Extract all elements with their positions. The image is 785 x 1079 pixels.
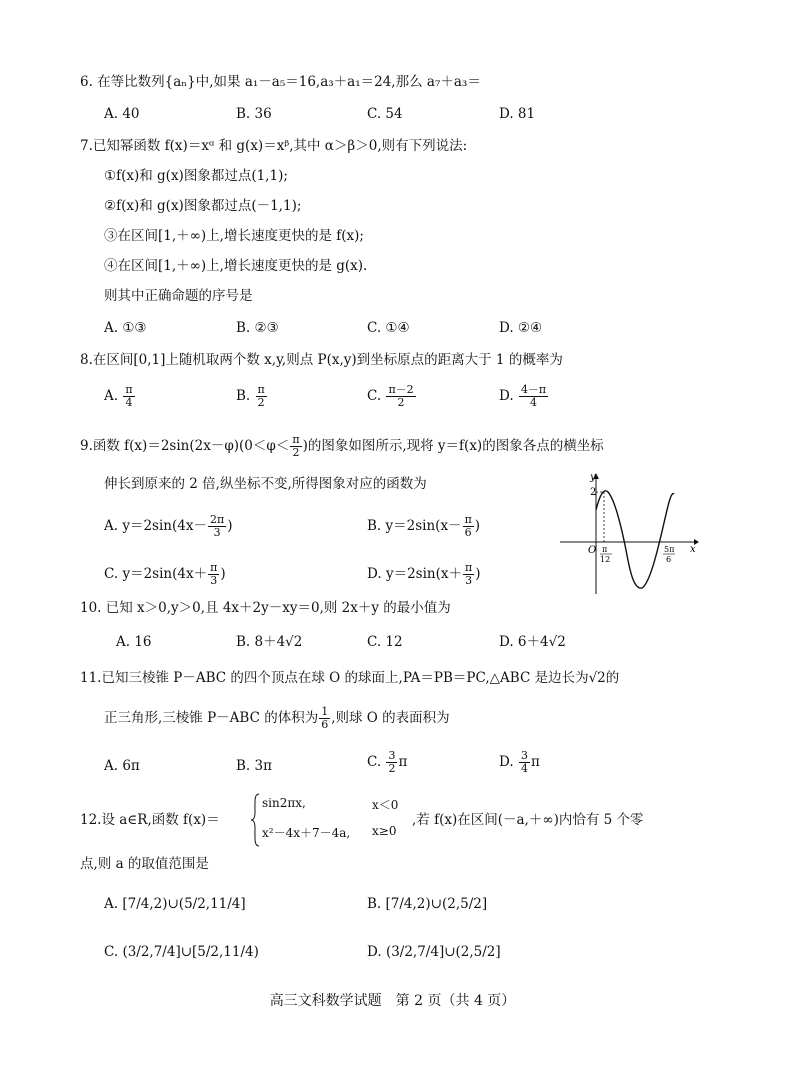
q9-option-a: A. y＝2sin(4x－ $\frac{2\pi}{3}$ ) bbox=[104, 513, 233, 539]
q6-option-c: C. 54 bbox=[367, 106, 403, 122]
q11-option-d: D. $\frac{3}{4}$ π bbox=[499, 749, 540, 775]
q9-option-c: C. y＝2sin(4x＋ $\frac{\pi}{3}$ ) bbox=[104, 561, 226, 587]
x-tick-5pi-6-num: 5π bbox=[664, 545, 675, 554]
q9-sine-graph bbox=[560, 470, 700, 596]
q7-option-c: C. ①④ bbox=[367, 320, 410, 336]
q12-option-c: C. (3/2,7/4]∪[5/2,11/4) bbox=[104, 944, 259, 960]
q10-option-c: C. 12 bbox=[367, 634, 403, 650]
case2-cond: x≥0 bbox=[372, 824, 397, 838]
q11-option-a: A. 6π bbox=[104, 758, 140, 774]
x-tick-5pi-6-den: 6 bbox=[666, 555, 672, 564]
q6-stem: 6. 在等比数列{aₙ}中,如果 a₁－a₅＝16,a₃＋a₁＝24,那么 a₇＋a₃＝ bbox=[80, 74, 481, 90]
page-footer: 高三文科数学试题 第 2 页（共 4 页） bbox=[269, 993, 516, 1009]
q11-stem: 11.已知三棱锥 P－ABC 的四个顶点在球 O 的球面上,PA＝PB＝PC,△ABC 是边长为√2的 bbox=[80, 670, 620, 686]
q11-option-b: B. 3π bbox=[236, 758, 272, 774]
q7-statement-1: ①f(x)和 g(x)图象都过点(1,1); bbox=[104, 168, 288, 184]
q6-option-b: B. 36 bbox=[236, 106, 272, 122]
q10-option-b: B. 8＋4√2 bbox=[236, 634, 303, 650]
q8-option-b: B. $\frac{\pi}{2}$ bbox=[236, 383, 265, 409]
case1-cond: x＜0 bbox=[372, 798, 399, 812]
q9-stem: 9.函数 f(x)＝2sin(2x－φ)(0＜φ＜ $\frac{\pi}{2}$ )的图象如图所示,现将 y＝f(x)的图象各点的横坐标 bbox=[80, 433, 604, 459]
q10-option-d: D. 6＋4√2 bbox=[499, 634, 566, 650]
q9-option-d: D. y＝2sin(x＋ $\frac{\pi}{3}$ ) bbox=[367, 561, 481, 587]
q12-piecewise bbox=[250, 792, 410, 848]
q10-option-a: A. 16 bbox=[116, 634, 152, 650]
y-axis-label: y bbox=[590, 472, 596, 483]
q12-option-b: B. [7/4,2)∪(2,5/2] bbox=[367, 896, 488, 912]
q8-option-a: A. $\frac{\pi}{4}$ bbox=[104, 383, 133, 409]
q7-option-a: A. ①③ bbox=[104, 320, 147, 336]
q12-option-a: A. [7/4,2)∪(5/2,11/4] bbox=[104, 896, 246, 912]
q9-option-b: B. y＝2sin(x－ $\frac{\pi}{6}$ ) bbox=[367, 513, 481, 539]
q9-stem-line2: 伸长到原来的 2 倍,纵坐标不变,所得图象对应的函数为 bbox=[104, 476, 427, 492]
q7-statement-3: ③在区间[1,＋∞)上,增长速度更快的是 f(x); bbox=[104, 228, 364, 244]
q6-option-a: A. 40 bbox=[104, 106, 140, 122]
q7-option-d: D. ②④ bbox=[499, 320, 543, 336]
q12-stem-b: ,若 f(x)在区间(－a,＋∞)内恰有 5 个零 bbox=[412, 812, 644, 828]
case1-expr: sin2πx, bbox=[262, 796, 306, 810]
q11-option-c: C. $\frac{3}{2}$ π bbox=[367, 749, 408, 775]
x-tick-pi-12-den: 12 bbox=[600, 555, 611, 564]
x-tick-pi-12-num: π bbox=[602, 545, 608, 554]
x-axis-label: x bbox=[690, 544, 696, 555]
q10-stem: 10. 已知 x＞0,y＞0,且 4x＋2y－xy＝0,则 2x＋y 的最小值为 bbox=[80, 600, 451, 616]
q11-stem-line2: 正三角形,三棱锥 P－ABC 的体积为 $\frac{1}{6}$ ,则球 O 的表面积为 bbox=[104, 705, 450, 731]
q8-option-c: C. $\frac{\pi-2}{2}$ bbox=[367, 383, 414, 409]
case2-expr: x²－4x＋7－4a, bbox=[262, 826, 351, 840]
sine-curve bbox=[596, 491, 674, 588]
y-tick-2: 2 bbox=[590, 487, 597, 498]
q6-option-d: D. 81 bbox=[499, 106, 536, 122]
origin-label: O bbox=[588, 545, 597, 556]
q7-statement-2: ②f(x)和 g(x)图象都过点(－1,1); bbox=[104, 198, 302, 214]
q7-option-b: B. ②③ bbox=[236, 320, 279, 336]
q12-option-d: D. (3/2,7/4]∪(2,5/2] bbox=[367, 944, 501, 960]
q7-ask: 则其中正确命题的序号是 bbox=[104, 288, 253, 304]
q8-option-d: D. $\frac{4-\pi}{4}$ bbox=[499, 383, 547, 409]
q8-stem: 8.在区间[0,1]上随机取两个数 x,y,则点 P(x,y)到坐标原点的距离大于 1 的概率为 bbox=[80, 352, 563, 368]
q12-stem-a: 12.设 a∈R,函数 f(x)＝ bbox=[80, 812, 220, 828]
left-brace-icon bbox=[250, 792, 260, 848]
q7-statement-4: ④在区间[1,＋∞)上,增长速度更快的是 g(x). bbox=[104, 258, 368, 274]
q12-stem-line2: 点,则 a 的取值范围是 bbox=[80, 856, 209, 872]
q7-stem: 7.已知幂函数 f(x)＝xᵅ 和 g(x)＝xᵝ,其中 α＞β＞0,则有下列说法: bbox=[80, 138, 468, 154]
